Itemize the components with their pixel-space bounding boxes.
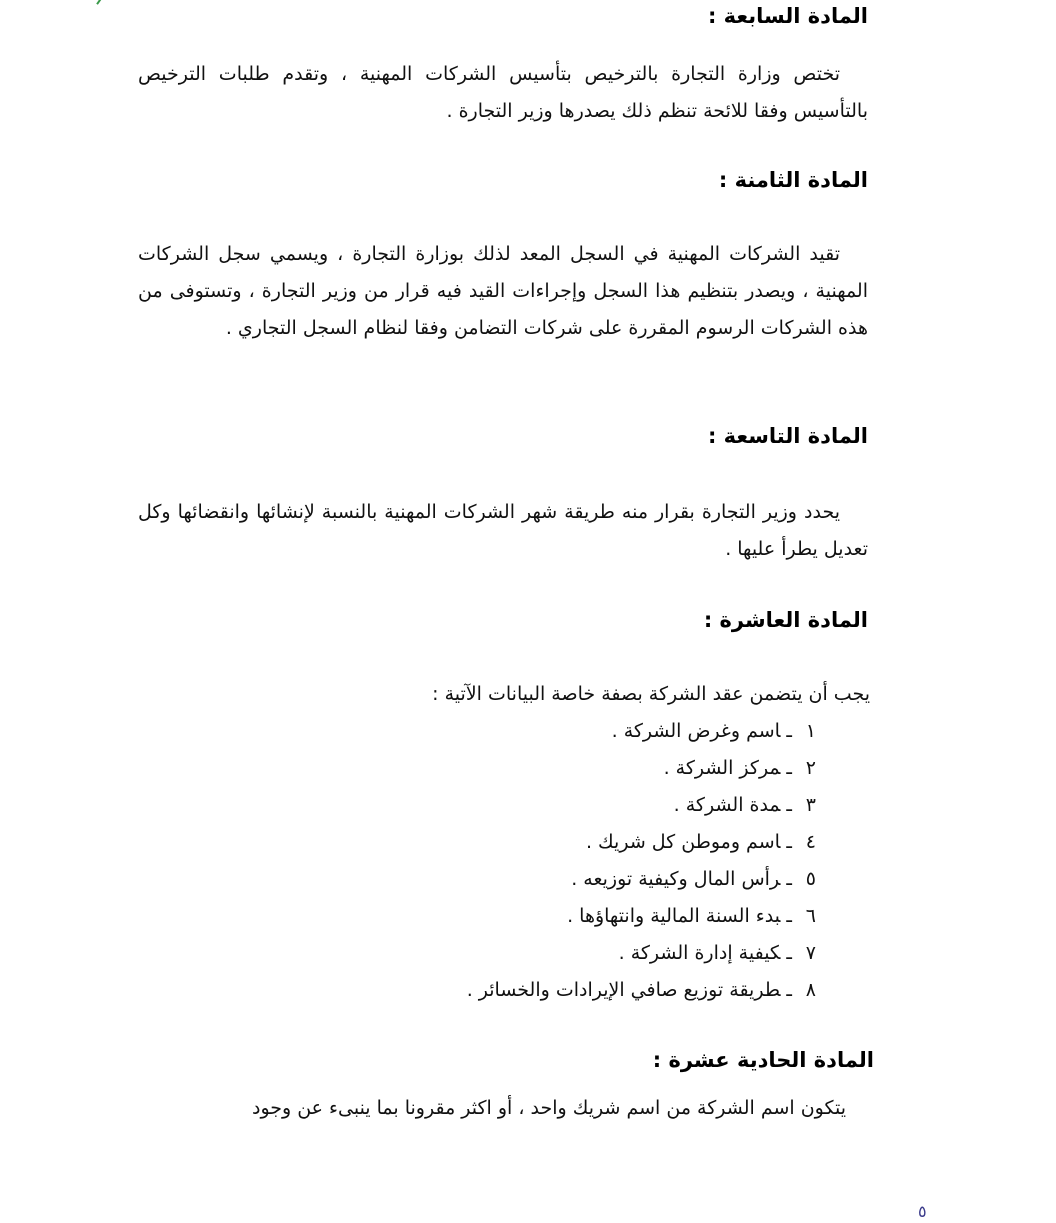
article-11-heading: المادة الحادية عشرة : <box>652 1048 874 1072</box>
article-10-heading: المادة العاشرة : <box>703 608 868 632</box>
list-item: ٢ـمركز الشركة . <box>663 757 816 779</box>
list-item: ١ـاسم وغرض الشركة . <box>611 720 816 742</box>
list-item: ٤ـاسم وموطن كل شريك . <box>585 831 816 853</box>
list-item: ٣ـمدة الشركة . <box>673 794 816 816</box>
article-8-text: تقيد الشركات المهنية في السجل المعد لذلك بوزارة التجارة ، ويسمي سجل الشركات المهنية ، ويصدر بتنظيم هذا السجل وإجراءات القيد فيه قرار من وزير التجارة ، وتستوفى من هذه الشركات الرسوم المقررة على شركات التضامن وفقا لنظام السجل التجاري . <box>138 243 868 339</box>
article-7-text: تختص وزارة التجارة بالترخيص بتأسيس الشركات المهنية ، وتقدم طلبات الترخيص بالتأسيس وفقا للائحة تنظم ذلك يصدرها وزير التجارة . <box>138 63 868 122</box>
article-10-intro: يجب أن يتضمن عقد الشركة بصفة خاصة البيانات الآتية : <box>432 683 870 705</box>
article-10-items <box>467 713 816 1009</box>
list-item: ٥ـرأس المال وكيفية توزيعه . <box>571 868 816 890</box>
list-item: ٧ـكيفية إدارة الشركة . <box>618 942 816 964</box>
corner-pen-mark <box>96 0 112 11</box>
article-8-heading: المادة الثامنة : <box>718 168 868 192</box>
list-item: ٨ـطريقة توزيع صافي الإيرادات والخسائر . <box>466 979 816 1001</box>
page-number: ٥ <box>918 1202 927 1221</box>
article-7-heading: المادة السابعة : <box>707 4 868 28</box>
article-9-heading: المادة التاسعة : <box>707 424 868 448</box>
article-9-text: يحدد وزير التجارة بقرار منه طريقة شهر الشركات المهنية بالنسبة لإنشائها وانقضائها وكل تعديل يطرأ عليها . <box>138 501 868 560</box>
list-item: ٦ـبدء السنة المالية وانتهاؤها . <box>567 905 816 927</box>
article-11-text: يتكون اسم الشركة من اسم شريك واحد ، أو اكثر مقرونا بما ينبىء عن وجود <box>251 1097 846 1119</box>
